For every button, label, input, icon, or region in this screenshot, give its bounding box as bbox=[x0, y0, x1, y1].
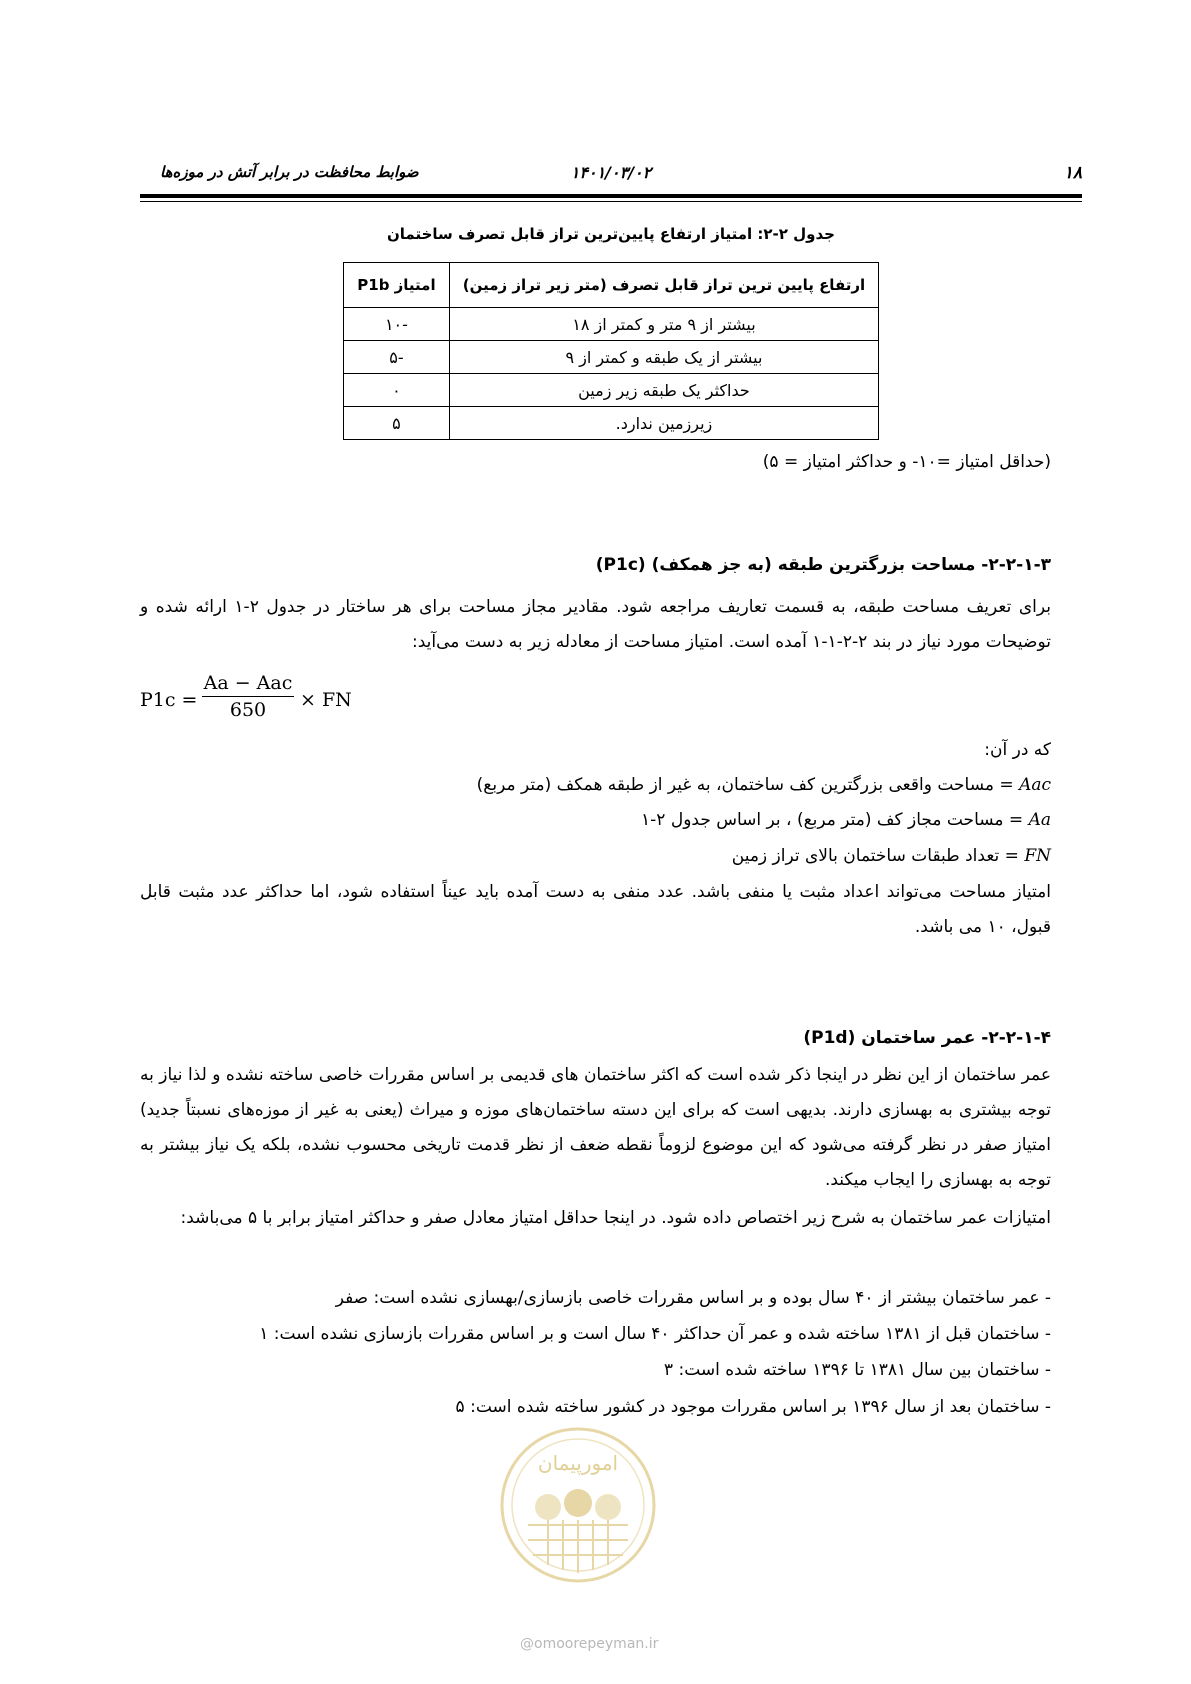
page-header bbox=[140, 163, 1082, 185]
section-heading-floor-area: ۲-۲-۱-۳- مساحت بزرگترین طبقه (به جز همکف) (P1c) bbox=[595, 555, 1051, 575]
table-caption: جدول ۲-۲: امتیاز ارتفاع پایین‌ترین تراز قابل تصرف ساختمان bbox=[387, 225, 835, 243]
def-text: = تعداد طبقات ساختمان بالای تراز زمین bbox=[731, 846, 1019, 866]
formula-denominator: 650 bbox=[229, 699, 267, 721]
table-row bbox=[344, 341, 879, 374]
formula-numerator: Aa − Aac bbox=[202, 672, 294, 697]
list-item: - ساختمان بعد از سال ۱۳۹۶ بر اساس مقررات موجود در کشور ساخته شده است: ۵ bbox=[455, 1397, 1051, 1417]
watermark-logo bbox=[498, 1425, 658, 1585]
row-score: ۰ bbox=[344, 374, 450, 407]
table-header-row bbox=[344, 263, 879, 308]
area-formula bbox=[140, 672, 400, 728]
row-desc: زیرزمین ندارد. bbox=[449, 407, 878, 440]
symbol: Aac bbox=[1019, 775, 1051, 795]
table-row bbox=[344, 407, 879, 440]
watermark-url bbox=[520, 1636, 658, 1652]
building-age-para1: عمر ساختمان از این نظر در اینجا ذکر شده است که اکثر ساختمان های قدیمی بر اساس مقررات خاصی ساخته نشده و لذا نیاز به توجه بیشتری به بهسازی دارند. بدیهی است که برای این دسته ساختمان‌های موزه و میراث (یعنی به غیر از موزه‌های نسبتاً جدید) امتیاز صفر در نظر گرفته می‌شود که این موضوع لزوماً نقطه ضعف از نظر قدمت تاریخی محسوب نشده، بلکه یک نیاز بیشتر به توجه به بهسازی را ایجاب میکند. bbox=[140, 1065, 1051, 1190]
col-header-desc: ارتفاع پایین ترین تراز قابل تصرف (متر زیر تراز زمین) bbox=[449, 263, 878, 308]
symbol: FN bbox=[1024, 846, 1051, 866]
page-number: ۱۸ bbox=[1063, 163, 1082, 183]
table-row bbox=[344, 308, 879, 341]
header-date: ۱۴۰۱/۰۳/۰۲ bbox=[570, 163, 652, 182]
section-heading-building-age: ۲-۲-۱-۴- عمر ساختمان (P1d) bbox=[803, 1028, 1051, 1048]
formula-rhs: × FN bbox=[300, 689, 352, 711]
symbol: Aa bbox=[1028, 810, 1051, 830]
header-title: ضوابط محافظت در برابر آتش در موزه‌ها bbox=[160, 163, 419, 181]
watermark-text: امورپیمان bbox=[537, 1451, 619, 1475]
floor-area-intro: برای تعریف مساحت طبقه، به قسمت تعاریف مراجعه شود. مقادیر مجاز مساحت برای هر ساختار در جدول ۲-۱ ارائه شده و توضیحات مورد نیاز در بند ۲-۲-۱-۱ آمده است. امتیاز مساحت از معادله زیر به دست می‌آید: bbox=[140, 597, 1052, 652]
list-item: - ساختمان بین سال ۱۳۸۱ تا ۱۳۹۶ ساخته شده است: ۳ bbox=[663, 1360, 1051, 1380]
row-score: -۱۰ bbox=[344, 308, 450, 341]
row-desc: بیشتر از یک طبقه و کمتر از ۹ bbox=[449, 341, 878, 374]
table-row bbox=[344, 374, 879, 407]
def-text: = مساحت واقعی بزرگترین کف ساختمان، به غیر از طبقه همکف (متر مربع) bbox=[476, 775, 1014, 795]
watermark-url-text: omoorepeyman.ir bbox=[534, 1636, 659, 1652]
row-score: -۵ bbox=[344, 341, 450, 374]
list-item: - عمر ساختمان بیشتر از ۴۰ سال بوده و بر اساس مقررات خاصی بازسازی/بهسازی نشده است: صفر bbox=[335, 1288, 1051, 1308]
row-desc: حداکثر یک طبقه زیر زمین bbox=[449, 374, 878, 407]
formula-fraction bbox=[202, 672, 294, 721]
def-aac bbox=[477, 775, 1051, 795]
header-rule-thick bbox=[140, 194, 1082, 198]
at-icon: @ bbox=[520, 1636, 534, 1652]
col-header-score: امتیاز P1b bbox=[344, 263, 450, 308]
where-label: که در آن: bbox=[984, 740, 1051, 760]
list-item: - ساختمان قبل از ۱۳۸۱ ساخته شده و عمر آن حداکثر ۴۰ سال است و بر اساس مقررات بازسازی نشده است: ۱ bbox=[259, 1324, 1051, 1344]
formula-lhs: P1c = bbox=[140, 689, 198, 711]
row-score: ۵ bbox=[344, 407, 450, 440]
score-table bbox=[343, 262, 879, 440]
table-note: (حداقل امتیاز =۱۰- و حداکثر امتیاز = ۵) bbox=[762, 452, 1051, 472]
def-text: = مساحت مجاز کف (متر مربع) ، بر اساس جدول ۲-۱ bbox=[641, 810, 1024, 830]
row-desc: بیشتر از ۹ متر و کمتر از ۱۸ bbox=[449, 308, 878, 341]
def-aa bbox=[641, 810, 1051, 830]
def-fn bbox=[732, 846, 1051, 866]
building-age-para2: امتیازات عمر ساختمان به شرح زیر اختصاص داده شود. در اینجا حداقل امتیاز معادل صفر و حداکثر امتیاز برابر با ۵ می‌باشد: bbox=[180, 1208, 1051, 1228]
header-rule-thin bbox=[140, 201, 1082, 202]
floor-area-outro: امتیاز مساحت می‌تواند اعداد مثبت یا منفی باشد. عدد منفی به دست آمده باید عیناً استفاده شود، اما حداکثر عدد مثبت قابل قبول، ۱۰ می باشد. bbox=[140, 882, 1051, 937]
